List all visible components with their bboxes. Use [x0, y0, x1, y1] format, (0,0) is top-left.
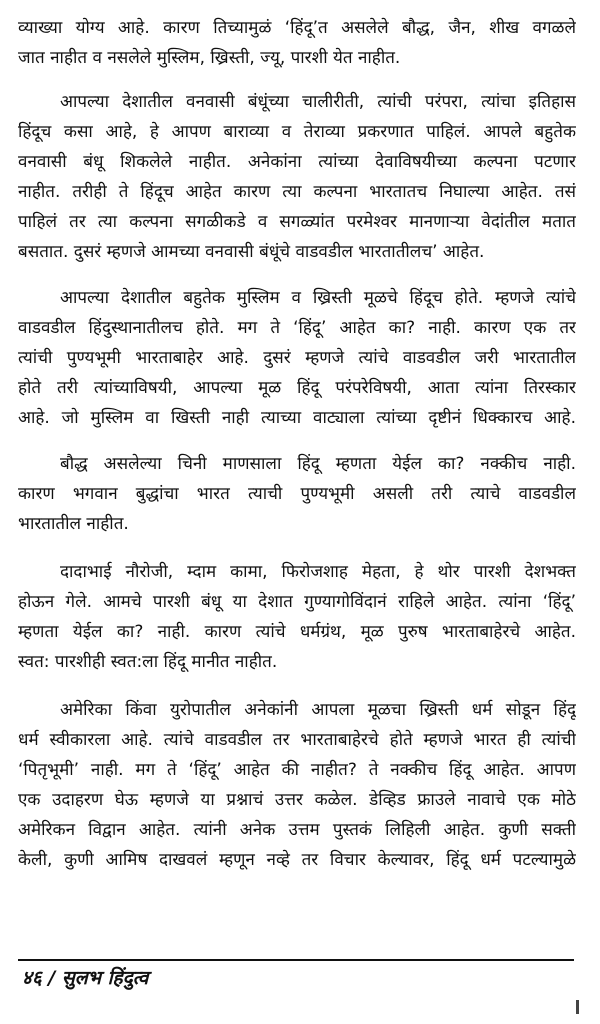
text-line: दादाभाई नौरोजी, म्दाम कामा, फिरोजशाह मेहता, हे थोर पारशी देशभक्त — [60, 562, 576, 582]
page-footer: ४६ / सुलभ हिंदुत्व — [22, 967, 149, 989]
text-line: बौद्ध असलेल्या चिनी माणसाला हिंदू म्हणता येईल का? नक्कीच नाही. — [60, 454, 576, 474]
text-line: होऊन गेले. आमचे पारशी बंधू या देशात गुण्यागोविंदानं राहिले आहेत. त्यांना ‘हिंदू’ — [18, 592, 576, 612]
text-line: आपल्या देशातील बहुतेक मुस्लिम व ख्रिस्ती मूळचे हिंदूच होते. म्हणजे त्यांचे — [60, 288, 576, 308]
text-line: हिंदूच कसा आहे, हे आपण बाराव्या व तेराव्या प्रकरणात पाहिलं. आपले बहुतेक — [18, 122, 576, 142]
text-line: व्याख्या योग्य आहे. कारण तिच्यामुळं ‘हिंदू’त असलेले बौद्ध, जैन, शीख वगळले — [18, 18, 576, 38]
text-line: होते तरी त्यांच्याविषयी, आपल्या मूळ हिंदू परंपरेविषयी, आता त्यांना तिरस्कार — [18, 378, 576, 398]
text-line: अमेरिकन विद्वान आहेत. त्यांनी अनेक उत्तम पुस्तकं लिहिली आहेत. कुणी सक्ती — [18, 820, 576, 840]
text-line: स्वत: पारशीही स्वत:ला हिंदू मानीत नाहीत. — [18, 652, 278, 672]
text-line: वनवासी बंधू शिकलेले नाहीत. अनेकांना त्यांच्या देवाविषयीच्या कल्पना पटणार — [18, 152, 576, 172]
text-line: अमेरिका किंवा युरोपातील अनेकांनी आपला मूळचा ख्रिस्ती धर्म सोडून हिंदू — [60, 700, 576, 720]
text-line: ‘पितृभूमी’ नाही. मग ते ‘हिंदू’ आहेत की नाहीत? ते नक्कीच हिंदू आहेत. आपण — [18, 760, 576, 780]
text-line: धर्म स्वीकारला आहे. त्यांचे वाडवडील तर भारताबाहेरचे होते म्हणजे भारत ही त्यांची — [18, 730, 576, 750]
text-line: वाडवडील हिंदुस्थानातीलच होते. मग ते ‘हिंदू’ आहेत का? नाही. कारण एक तर — [18, 318, 576, 338]
text-line: जात नाहीत व नसलेले मुस्लिम, ख्रिस्ती, ज्यू, पारशी येत नाहीत. — [18, 48, 401, 68]
footer-divider — [18, 959, 574, 961]
text-line: एक उदाहरण घेऊ म्हणजे या प्रश्नाचं उत्तर कळेल. डेव्हिड फ्राउले नावाचे एक मोठे — [18, 790, 576, 810]
scan-mark — [576, 1000, 579, 1014]
text-line: बसतात. दुसरं म्हणजे आमच्या वनवासी बंधूंचे वाडवडील भारतातीलच’ आहेत. — [18, 242, 485, 262]
text-line: कारण भगवान बुद्धांचा भारत त्याची पुण्यभूमी असली तरी त्याचे वाडवडील — [18, 484, 576, 504]
text-line: त्यांची पुण्यभूमी भारताबाहेर आहे. दुसरं म्हणजे त्यांचे वाडवडील जरी भारतातील — [18, 348, 576, 368]
text-line: पाहिलं तर त्या कल्पना सगळीकडे व सगळ्यांत परमेश्वर मानणाऱ्या वेदांतील मतात — [18, 212, 576, 232]
text-line: आपल्या देशातील वनवासी बंधूंच्या चालीरीती, त्यांची परंपरा, त्यांचा इतिहास — [60, 92, 576, 112]
text-line: म्हणता येईल का? नाही. कारण त्यांचे धर्मग्रंथ, मूळ पुरुष भारताबाहेरचे आहेत. — [18, 622, 576, 642]
text-line: केली, कुणी आमिष दाखवलं म्हणून नव्हे तर विचार केल्यावर, हिंदू धर्म पटल्यामुळे — [18, 850, 576, 870]
text-line: आहे. जो मुस्लिम वा खिस्ती नाही त्याच्या वाट्याला त्यांच्या दृष्टीनं धिक्कारच आहे. — [18, 408, 576, 428]
text-line: नाहीत. तरीही ते हिंदूच आहेत कारण त्या कल्पना भारतातच निघाल्या आहेत. तसं — [18, 182, 576, 202]
text-line: भारतातील नाहीत. — [18, 514, 129, 534]
